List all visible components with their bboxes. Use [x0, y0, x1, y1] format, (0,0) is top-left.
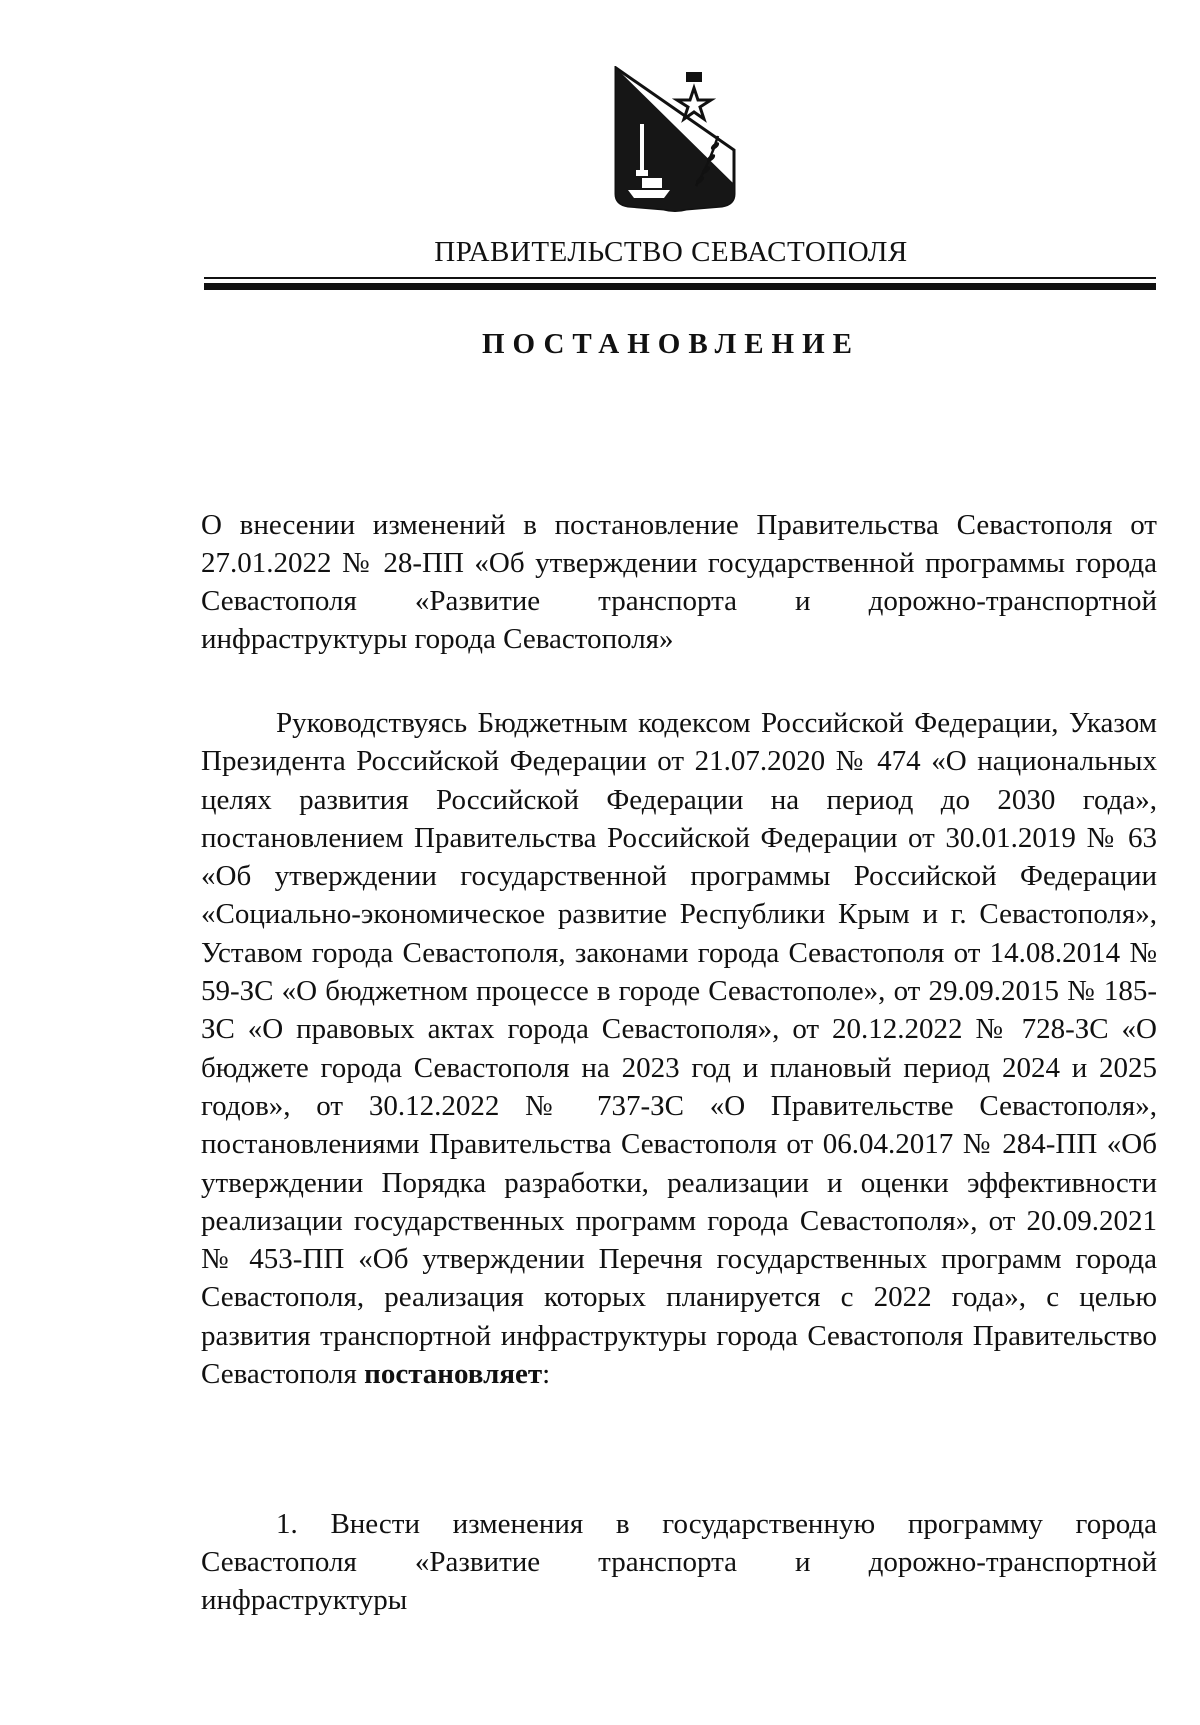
- resolves-colon: :: [542, 1358, 551, 1391]
- sevastopol-coat-of-arms-icon: [614, 66, 736, 212]
- header-divider-thin: [204, 277, 1156, 279]
- document-subject: О внесении изменений в постановление Правительства Севастополя от 27.01.2022 № 28-ПП «Об утверждении государственной программы города Севастополя «Развитие транспорта и дорожно-транспортной инфраструктуры города Севастополя»: [201, 509, 1157, 655]
- resolves-word: постановляет: [364, 1358, 543, 1391]
- header-divider-thick: [204, 283, 1156, 290]
- resolution-item: 1. Внести изменения в государственную программу города Севастополя «Развитие транспорта и дорожно-транспортной инфраструктуры: [201, 1508, 1157, 1616]
- preamble-paragraph: [201, 704, 1157, 1393]
- preamble-text: Руководствуясь Бюджетным кодексом Российской Федерации, Указом Президента Российской Федерации от 21.07.2020 № 474 «О национальных целях развития Российской Федерации на период до 2030 года», постановлением Правительства Российской Федерации от 30.01.2019 № 63 «Об утверждении государственной программы Российской Федерации «Социально-экономическое развитие Республики Крым и г. Севастополя», Уставом города Севастополя, законами города Севастополя от 14.08.2014 № 59-ЗС «О бюджетном процессе в городе Севастополе», от 29.09.2015 № 185-ЗС «О правовых актах города Севастополя», от 20.12.2022 № 728-ЗС «О бюджете города Севастополя на 2023 год и плановый период 2024 и 2025 годов», от 30.12.2022 № 737-ЗС «О Правительстве Севастополя», постановлениями Правительства Севастополя от 06.04.2017 № 284-ПП «Об утверждении Порядка разработки, реализации и оценки эффективности реализации государственных программ города Севастополя», от 20.09.2021 № 453-ПП «Об утверждении Перечня государственных программ города Севастополя, реализация которых планируется с 2022 года», с целью развития транспортной инфраструктуры города Севастополя Правительство Севастополя: [201, 707, 1157, 1391]
- organization-name: ПРАВИТЕЛЬСТВО СЕВАСТОПОЛЯ: [434, 236, 908, 268]
- document-type-title: ПОСТАНОВЛЕНИЕ: [481, 328, 860, 360]
